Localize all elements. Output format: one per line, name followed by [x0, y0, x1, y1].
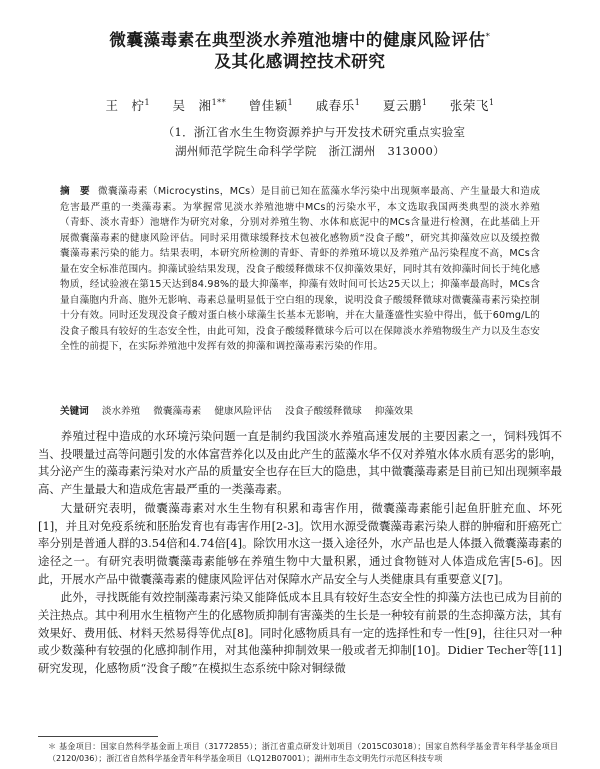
author: 王 柠$^1$ — [105, 97, 151, 113]
keyword: 淡水养殖 — [101, 406, 141, 417]
author: 曾佳颖$^1$ — [248, 97, 294, 113]
paper-title-line-2: 及其化感调控技术研究 — [214, 52, 386, 71]
keyword: 健康风险评估 — [214, 406, 272, 417]
paper-title-line-1: 微囊藻毒素在典型淡水养殖池塘中的健康风险评估* — [109, 30, 491, 50]
author: 夏云鹏$^1$ — [382, 97, 428, 113]
keywords — [60, 403, 540, 417]
abstract-label: 摘 要 — [60, 186, 90, 197]
body-paragraph: 此外，寻找既能有效控制藻毒素污染又能降低成本且具有较好生态安全性的抑藻方法也已成为目前的关注热点。其中利用水生植物产生的化感物质抑制有害藻类的生长是一种较有前景的生态抑藻方法，其有效果好、费用低、材料天然易得等优点[8]。同时化感物质具有一定的选择性和专一性[9]，往往只对一种或少数藻种有较强的化感抑制作用，对其他藻种抑制效果一般或者无抑制[10]。Didier Techer等[11]研究发现，化感物质“没食子酸”在模拟生态系统中除对铜绿微 — [38, 590, 562, 676]
body-paragraph: 大量研究表明，微囊藻毒素对水生生物有积累和毒害作用，微囊藻毒素能引起鱼肝脏充血、坏死[1]，并且对免疫系统和胚胎发育也有毒害作用[2-3]。饮用水源受微囊藻毒素污染人群的肿瘤和肝癌死亡率分别是普通人群的3.54倍和4.74倍[4]。除饮用水这一摄入途径外，水产品也是人体摄入微囊藻毒素的途径之一。有研究表明微囊藻毒素能够在养殖生物中大量积累，通过食物链对人体造成危害[5-6]。因此，开展水产品中微囊藻毒素的健康风险评估对保障水产品安全与人类健康具有重要意义[7]。 — [38, 500, 562, 586]
keyword: 没食子酸缓释微球 — [284, 406, 362, 417]
keyword: 微囊藻毒素 — [153, 406, 202, 417]
affiliation-line-2: 湖州师范学院生命科学学院 浙江湖州 313000） — [175, 144, 445, 158]
keyword: 抑藻效果 — [374, 406, 414, 417]
author: 戚春乐$^1$ — [315, 97, 361, 113]
body-paragraph: 养殖过程中造成的水环境污染问题一直是制约我国淡水养殖高速发展的主要因素之一，饲料残饵不当、投喂量过高等问题引发的水体富营养化以及由此产生的蓝藻水华不仅对养殖水体水质有恶劣的影响，其分泌产生的藻毒素污染对水产品的质量安全也存在巨大的隐患，其中微囊藻毒素是目前已知出现频率最高、产生量最大和造成危害最严重的一类藻毒素。 — [38, 429, 562, 497]
author: 张荣飞$^1$ — [449, 97, 495, 113]
author-list — [0, 96, 600, 114]
footnote-divider — [38, 736, 158, 737]
affiliation-line-1: （1．浙江省水生生物资源养护与开发技术研究重点实验室 — [162, 125, 466, 139]
abstract — [60, 184, 540, 355]
author: 吴 湘$^{1**}$ — [172, 97, 227, 113]
title-footnote-mark: * — [485, 32, 491, 42]
body-text — [38, 428, 562, 679]
footnote: ＊ 基金项目：国家自然科学基金面上项目（31772855）；浙江省重点研发计划项目（2015C03018）；国家自然科学基金青年科学基金项目（2120/036）；浙江省自然科学基金青年科学基金项目（LQ12B07001）；湖州市生态文明先行示范区科技专项 — [48, 742, 558, 763]
keywords-label: 关键词 — [60, 406, 89, 417]
abstract-text: 微囊藻毒素（Microcystins，MCs）是目前已知在蓝藻水华污染中出现频率最高、产生量最大和造成危害最严重的一类藻毒素。为掌握常见淡水养殖池塘中MCs的污染水平，本文选取我国两类典型的淡水养殖（青虾、淡水青虾）池塘作为研究对象，分别对养殖生物、水体和底泥中的MCs含量进行检测，在此基础上开展微囊藻毒素的健康风险评估。同时采用微球缓释技术包被化感物质“没食子酸”，研究其抑藻效应以及缓控微囊藻毒素污染的能力。结果表明，本研究所检测的青虾、青虾的养殖环境以及养殖产品污染程度不高，MCs含量在安全标准范围内。抑藻试验结果发现，没食子酸缓释微球不仅抑藻效果好，同时其有效抑藻时间长于纯化感物质，经试验液在第15天达到84.98%的最大抑藻率，抑藻有效时间可长达25天以上；抑藻率最高时，MCs含量自藻胞内升高、胞外无影响、毒素总量明显低于空白组的现象，说明没食子酸缓释微球对微囊藻毒素污染控制十分有效。同时还发现没食子酸对蛋白核小球藻生长基本无影响，并在大量蓬盛性实验中得出，低于60mg/L的没食子酸具有较好的生态安全性，由此可知，没食子酸缓释微球今后可以在保障淡水养殖物级生产力以及生态安全性的前提下，在实际养殖池中发挥有效的抑藻和调控藻毒素污染的作用。 — [60, 186, 540, 352]
